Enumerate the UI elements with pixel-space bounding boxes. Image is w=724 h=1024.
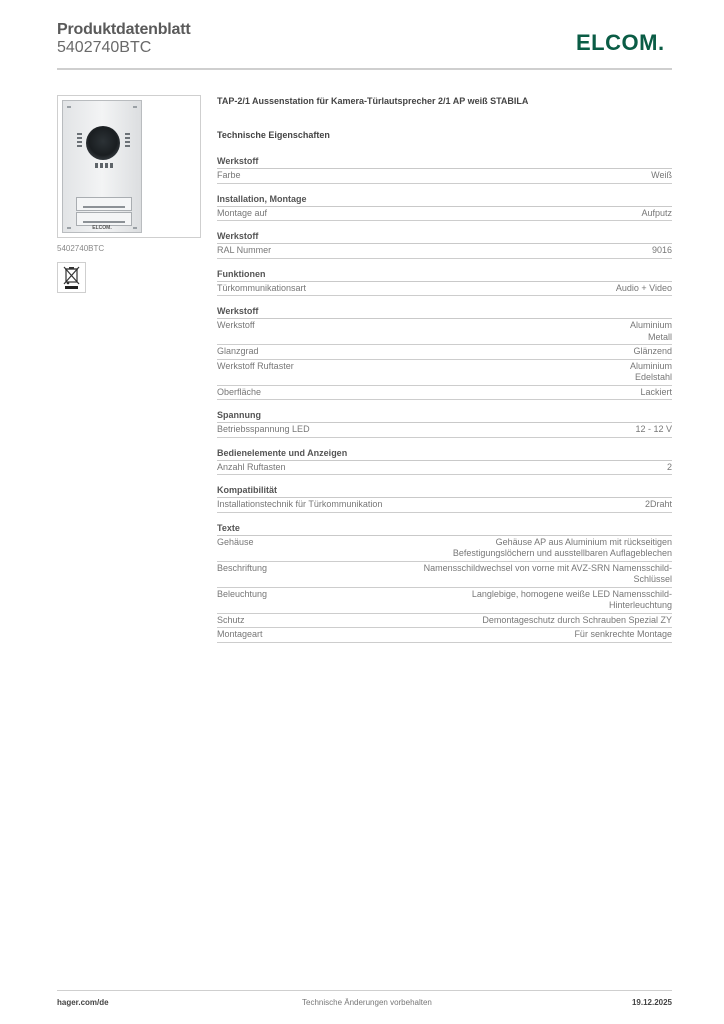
spec-row <box>217 207 672 222</box>
spec-row <box>217 423 672 438</box>
spec-group-title: Funktionen <box>217 269 672 282</box>
spec-label: Beleuchtung <box>217 588 268 599</box>
spec-sheet <box>217 96 672 643</box>
product-code-caption: 5402740BTC <box>57 244 105 253</box>
spec-row <box>217 360 672 386</box>
product-title: TAP-2/1 Aussenstation für Kamera-Türlautsprecher 2/1 AP weiß STABILA <box>217 96 529 106</box>
spec-group <box>217 156 672 184</box>
spec-label: Farbe <box>217 170 241 180</box>
spec-value-line: Schlüssel <box>633 574 672 584</box>
spec-label: Installationstechnik für Türkommunikation <box>217 499 383 509</box>
spec-group-title: Werkstoff <box>217 306 672 319</box>
spec-value-line: Edelstahl <box>634 372 672 382</box>
screw-icon <box>133 106 137 108</box>
spec-value-line: Aluminium <box>629 320 672 330</box>
section-title: Technische Eigenschaften <box>217 130 330 140</box>
speaker-grille-icon <box>77 133 82 149</box>
spec-value-line: Weiß <box>651 170 672 180</box>
article-number: 5402740BTC <box>57 39 152 56</box>
spec-group-title: Bedienelemente und Anzeigen <box>217 448 672 461</box>
spec-value-line: 2 <box>666 461 672 472</box>
spec-value <box>633 346 672 358</box>
spec-group-title: Installation, Montage <box>217 194 672 207</box>
spec-label: Werkstoff Ruftaster <box>217 360 294 371</box>
spec-value-line: Namensschildwechsel von vorne mit AVZ-SRN Namensschild- <box>423 562 672 573</box>
spec-value-line: Gehäuse AP aus Aluminium mit rückseitigen <box>495 536 672 547</box>
spec-label: Werkstoff <box>217 320 255 330</box>
spec-row <box>217 386 672 401</box>
product-image <box>57 95 201 238</box>
page-title: Produktdatenblatt <box>57 21 191 38</box>
footer-divider <box>57 990 672 991</box>
spec-value <box>635 424 672 436</box>
speaker-grille-icon <box>125 133 130 149</box>
spec-group-title: Texte <box>217 523 672 536</box>
spec-value-line: Langlebige, homogene weiße LED Namensschild- <box>471 588 672 599</box>
footer-website[interactable]: hager.com/de <box>57 998 109 1007</box>
spec-value-line: Hinterleuchtung <box>608 600 672 610</box>
spec-row <box>217 345 672 360</box>
spec-value <box>645 499 672 511</box>
spec-row <box>217 588 672 614</box>
spec-value <box>640 387 672 399</box>
spec-group <box>217 306 672 400</box>
plate-brand-label: ELCOM. <box>92 225 112 231</box>
spec-row <box>217 169 672 184</box>
spec-label: Montageart <box>217 629 263 639</box>
spec-group-title: Werkstoff <box>217 156 672 169</box>
spec-label: Montage auf <box>217 207 268 218</box>
screw-icon <box>67 106 71 108</box>
spec-value-line: Für senkrechte Montage <box>574 629 672 639</box>
camera-lens-icon <box>86 126 120 160</box>
spec-value <box>630 320 672 343</box>
footer-disclaimer: Technische Änderungen vorbehalten <box>302 998 432 1007</box>
spec-value-line: 2Draht <box>644 499 672 509</box>
spec-value <box>424 563 672 586</box>
spec-value <box>482 615 672 627</box>
spec-value-line: Glänzend <box>633 346 672 356</box>
spec-label: Türkommunikationsart <box>217 282 307 293</box>
spec-value-line: Aluminium <box>629 360 672 371</box>
spec-value-line: Metall <box>647 331 672 342</box>
spec-label: Anzahl Ruftasten <box>217 461 286 472</box>
spec-label: RAL Nummer <box>217 245 272 255</box>
spec-value <box>616 283 672 295</box>
spec-value-line: Lackiert <box>640 386 672 397</box>
spec-value <box>472 589 672 612</box>
spec-label: Oberfläche <box>217 386 262 397</box>
spec-row <box>217 628 672 643</box>
spec-group <box>217 448 672 476</box>
spec-label: Betriebsspannung LED <box>217 424 310 434</box>
spec-value <box>630 361 672 384</box>
footer-date: 19.12.2025 <box>631 998 672 1007</box>
spec-label: Schutz <box>217 614 245 625</box>
spec-group <box>217 231 672 259</box>
weee-symbol <box>57 262 86 293</box>
door-station-plate <box>62 100 142 233</box>
spec-row <box>217 498 672 513</box>
spec-value-line: 12 - 12 V <box>635 424 672 434</box>
spec-value-line: Audio + Video <box>615 282 672 293</box>
spec-group <box>217 523 672 643</box>
spec-row <box>217 536 672 562</box>
spec-row <box>217 614 672 629</box>
microphone-grille-icon <box>95 163 113 168</box>
spec-row <box>217 282 672 297</box>
spec-group-title: Spannung <box>217 410 672 423</box>
spec-value-line: Aufputz <box>641 207 672 218</box>
spec-value-line: 9016 <box>651 245 672 255</box>
spec-label: Beschriftung <box>217 562 268 573</box>
spec-label: Gehäuse <box>217 536 254 547</box>
spec-value-line: Befestigungslöchern und ausstellbaren Auflageblechen <box>452 548 672 558</box>
crossed-out-wheelie-bin-icon <box>58 263 85 292</box>
spec-value <box>453 537 672 560</box>
spec-value <box>641 208 672 220</box>
spec-group <box>217 269 672 297</box>
spec-groups <box>217 156 672 643</box>
spec-value-line: Demontageschutz durch Schrauben Spezial ZY <box>482 614 672 625</box>
spec-row <box>217 562 672 588</box>
call-button-2 <box>76 212 132 226</box>
spec-label: Glanzgrad <box>217 346 259 356</box>
spec-group <box>217 410 672 438</box>
spec-group <box>217 194 672 222</box>
call-button-1 <box>76 197 132 211</box>
spec-group-title: Kompatibilität <box>217 485 672 498</box>
spec-value <box>667 462 672 474</box>
header-divider <box>57 68 672 70</box>
spec-value <box>574 629 672 641</box>
spec-group <box>217 485 672 513</box>
spec-group-title: Werkstoff <box>217 231 672 244</box>
spec-row <box>217 319 672 345</box>
elcom-logo: ELCOM. <box>576 30 665 55</box>
spec-value <box>651 170 672 182</box>
spec-row <box>217 244 672 259</box>
spec-value <box>652 245 672 257</box>
spec-row <box>217 461 672 476</box>
